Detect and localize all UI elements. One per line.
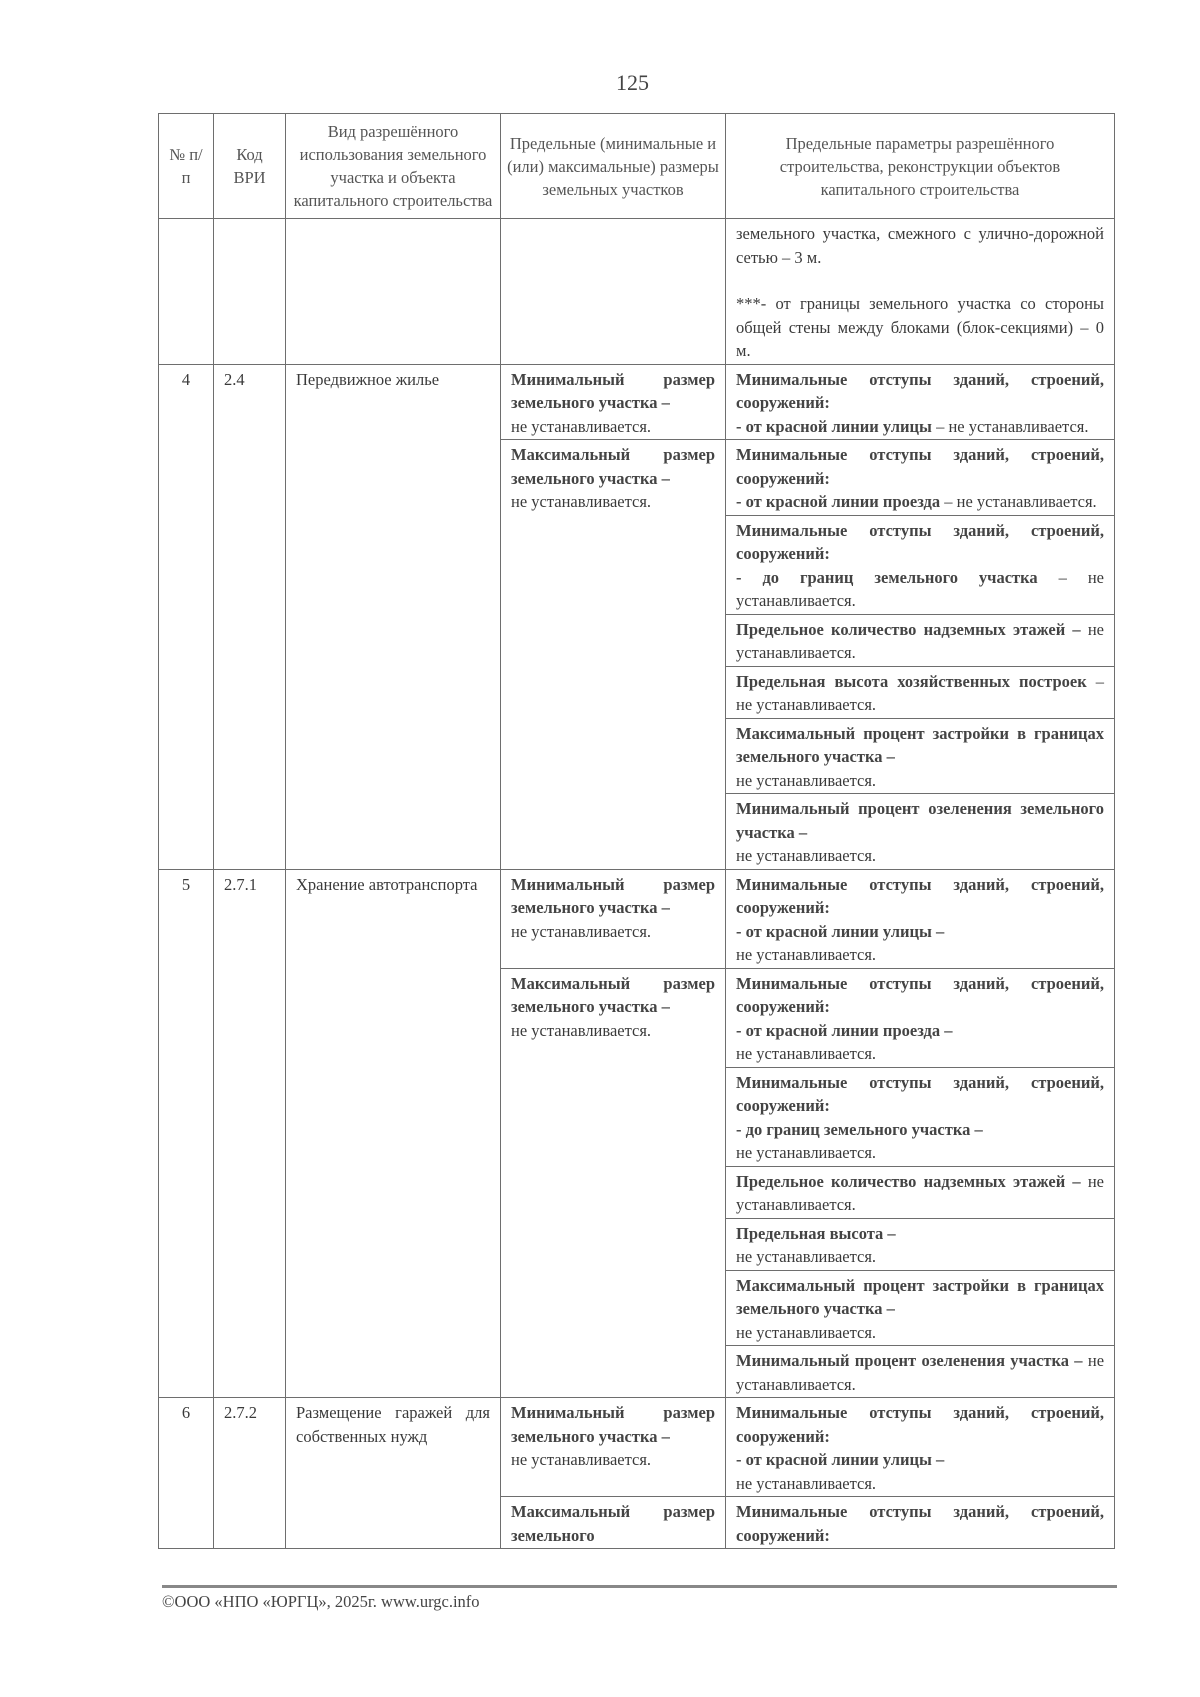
- row-number: 6: [159, 1398, 214, 1549]
- param-cell: Максимальный процент застройки в границах земельного участка – не устанавливается.: [726, 718, 1115, 794]
- param-cell: Минимальные отступы зданий, строений, сооружений: - до границ земельного участка – не устанавливается.: [726, 515, 1115, 614]
- max-size-cell: Максимальный размер земельного: [501, 1497, 726, 1549]
- row-code: 2.7.2: [214, 1398, 286, 1549]
- table-row-continuation: [159, 219, 1115, 365]
- param-cell: Минимальный процент озеленения земельного участка – не устанавливается.: [726, 794, 1115, 870]
- land-use-table: [158, 113, 1115, 1549]
- row-code: 2.7.1: [214, 869, 286, 1398]
- continuation-text-2: ***- от границы земельного участка со стороны общей стены между блоками (блок-секциями) – 0 м.: [736, 294, 1104, 360]
- row-use-name: Размещение гаражей для собственных нужд: [286, 1398, 501, 1549]
- min-size-cell: Минимальный размер земельного участка – не устанавливается.: [501, 1398, 726, 1497]
- row-number: 4: [159, 364, 214, 869]
- max-size-cell: Максимальный размер земельного участка – не устанавливается.: [501, 440, 726, 870]
- min-size-cell: Минимальный размер земельного участка – не устанавливается.: [501, 364, 726, 440]
- page-number: 125: [616, 70, 649, 95]
- param-cell: Минимальные отступы зданий, строений, сооружений:: [726, 1497, 1115, 1549]
- max-size-cell: Максимальный размер земельного участка – не устанавливается.: [501, 968, 726, 1398]
- footer-copyright: ©ООО «НПО «ЮРГЦ», 2025г. www.urgc.info: [162, 1592, 480, 1611]
- param-cell: Минимальные отступы зданий, строений, сооружений: - от красной линии проезда – не устанавливается.: [726, 440, 1115, 516]
- param-cell: Предельная высота хозяйственных построек – не устанавливается.: [726, 666, 1115, 718]
- row-use-name: Передвижное жилье: [286, 364, 501, 869]
- param-cell: Предельное количество надземных этажей – не устанавливается.: [726, 1166, 1115, 1218]
- param-cell: Минимальные отступы зданий, строений, сооружений: - от красной линии проезда – не устанавливается.: [726, 968, 1115, 1067]
- param-cell: Максимальный процент застройки в границах земельного участка – не устанавливается.: [726, 1270, 1115, 1346]
- header-code: Код ВРИ: [214, 114, 286, 219]
- row-code: 2.4: [214, 364, 286, 869]
- param-cell: Минимальные отступы зданий, строений, сооружений: - до границ земельного участка – не устанавливается.: [726, 1067, 1115, 1166]
- table-row: [159, 364, 1115, 440]
- param-cell: Минимальные отступы зданий, строений, сооружений: - от красной линии улицы – не устанавливается.: [726, 1398, 1115, 1497]
- row-use-name: Хранение автотранспорта: [286, 869, 501, 1398]
- row-number: 5: [159, 869, 214, 1398]
- min-size-cell: Минимальный размер земельного участка – не устанавливается.: [501, 869, 726, 968]
- continuation-cell: [726, 219, 1115, 365]
- header-plot-size: Предельные (минимальные и (или) максимальные) размеры земельных участков: [501, 114, 726, 219]
- table-row: [159, 869, 1115, 968]
- header-use-type: Вид разрешённого использования земельного участка и объекта капитального строительства: [286, 114, 501, 219]
- param-cell: Предельная высота – не устанавливается.: [726, 1218, 1115, 1270]
- continuation-text-1: земельного участка, смежного с улично-дорожной сетью – 3 м.: [736, 224, 1104, 267]
- param-cell: Предельное количество надземных этажей – не устанавливается.: [726, 614, 1115, 666]
- param-cell: Минимальные отступы зданий, строений, сооружений: - от красной линии улицы – не устанавливается.: [726, 364, 1115, 440]
- header-number: № п/п: [159, 114, 214, 219]
- header-build-params: Предельные параметры разрешённого строительства, реконструкции объектов капитального строительства: [726, 114, 1115, 219]
- param-cell: Минимальный процент озеленения участка – не устанавливается.: [726, 1346, 1115, 1398]
- table-header-row: [159, 114, 1115, 219]
- table-row: [159, 1398, 1115, 1497]
- param-cell: Минимальные отступы зданий, строений, сооружений: - от красной линии улицы – не устанавливается.: [726, 869, 1115, 968]
- footer-divider: [162, 1585, 1117, 1588]
